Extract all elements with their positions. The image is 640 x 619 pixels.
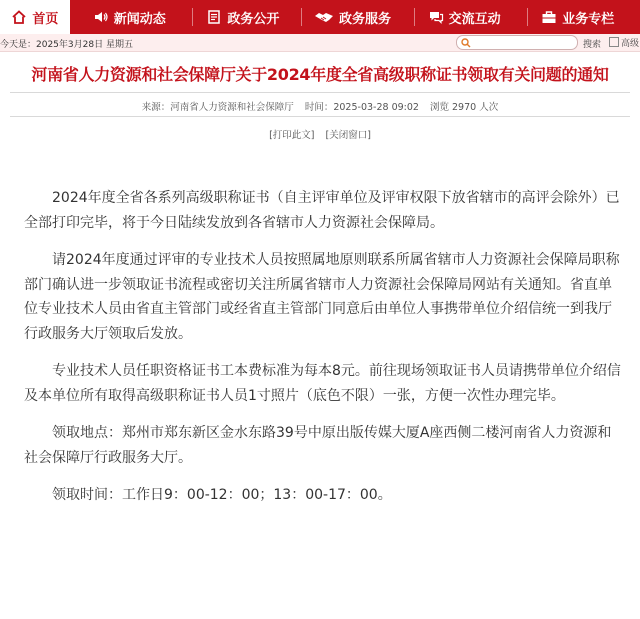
top-nav [0, 0, 640, 34]
nav-divider [301, 8, 302, 26]
nav-label-interaction: 交流互动 [448, 11, 501, 27]
page-title: 河南省人力资源和社会保障厅关于2024年度全省高级职称证书领取有关问题的通知 [31, 65, 609, 84]
article-actions [0, 127, 640, 141]
current-date: 今天是：2025年3月28日 星期五 [0, 40, 133, 50]
nav-item-interaction[interactable] [428, 0, 528, 34]
search-button[interactable]: 搜索 [583, 40, 602, 50]
article-time: 时间：2025-03-28 09:02 [304, 102, 419, 113]
home-icon [11, 9, 27, 25]
nav-divider [414, 8, 415, 26]
search-icon [461, 38, 471, 48]
nav-label-gov-service: 政务服务 [339, 11, 392, 27]
checkbox-icon [609, 37, 619, 47]
print-link[interactable]: [打印此文] [269, 130, 315, 141]
search-input[interactable] [456, 35, 578, 50]
date-bar [0, 34, 640, 52]
divider [10, 116, 630, 117]
close-window-link[interactable]: [关闭窗口] [325, 130, 371, 141]
article-views: 浏览 2970 人次 [429, 102, 499, 113]
nav-label-gov-open: 政务公开 [227, 11, 280, 27]
advanced-search-button[interactable] [609, 36, 640, 48]
nav-item-gov-service[interactable] [314, 0, 414, 34]
nav-divider [192, 8, 193, 26]
nav-item-news[interactable] [93, 0, 193, 34]
paragraph: 请2024年度通过评审的专业技术人员按照属地原则联系所属省辖市人力资源社会保障局职称部门确认进一步领取证书流程或密切关注所属省辖市人力资源社会保障局网站有关通知。省直单位专业技术人员由省直主管部门或经省直主管部门同意后由单位人事携带单位介绍信统一到我厅行政服务大厅领取后发放。 [24, 252, 620, 342]
nav-item-home[interactable] [0, 0, 70, 34]
nav-label-news: 新闻动态 [113, 11, 166, 27]
nav-item-gov-open[interactable] [206, 0, 301, 34]
nav-label-home: 首页 [32, 11, 59, 27]
divider [10, 92, 630, 93]
chat-icon [428, 9, 444, 25]
article-body [24, 186, 624, 521]
briefcase-icon [541, 9, 557, 25]
nav-divider [527, 8, 528, 26]
advanced-search-label: 高级 [621, 38, 640, 48]
document-icon [206, 9, 222, 25]
handshake-icon [314, 9, 334, 25]
paragraph: 领取地点：郑州市郑东新区金水东路39号中原出版传媒大厦A座西侧二楼河南省人力资源和社会保障厅行政服务大厅。 [24, 425, 612, 466]
article-source: 来源：河南省人力资源和社会保障厅 [141, 102, 294, 113]
paragraph: 专业技术人员任职资格证书工本费标准为每本8元。前往现场领取证书人员请携带单位介绍信及本单位所有取得高级职称证书人员1寸照片（底色不限）一张，方便一次性办理完毕。 [24, 363, 621, 404]
article-meta [0, 99, 640, 113]
speaker-icon [93, 9, 109, 25]
paragraph: 领取时间：工作日9：00-12：00；13：00-17：00。 [52, 487, 392, 503]
paragraph: 2024年度全省各系列高级职称证书（自主评审单位及评审权限下放省辖市的高评会除外）已全部打印完毕，将于今日陆续发放到各省辖市人力资源社会保障局。 [24, 190, 620, 231]
nav-label-business: 业务专栏 [562, 11, 615, 27]
nav-item-business[interactable] [541, 0, 640, 34]
